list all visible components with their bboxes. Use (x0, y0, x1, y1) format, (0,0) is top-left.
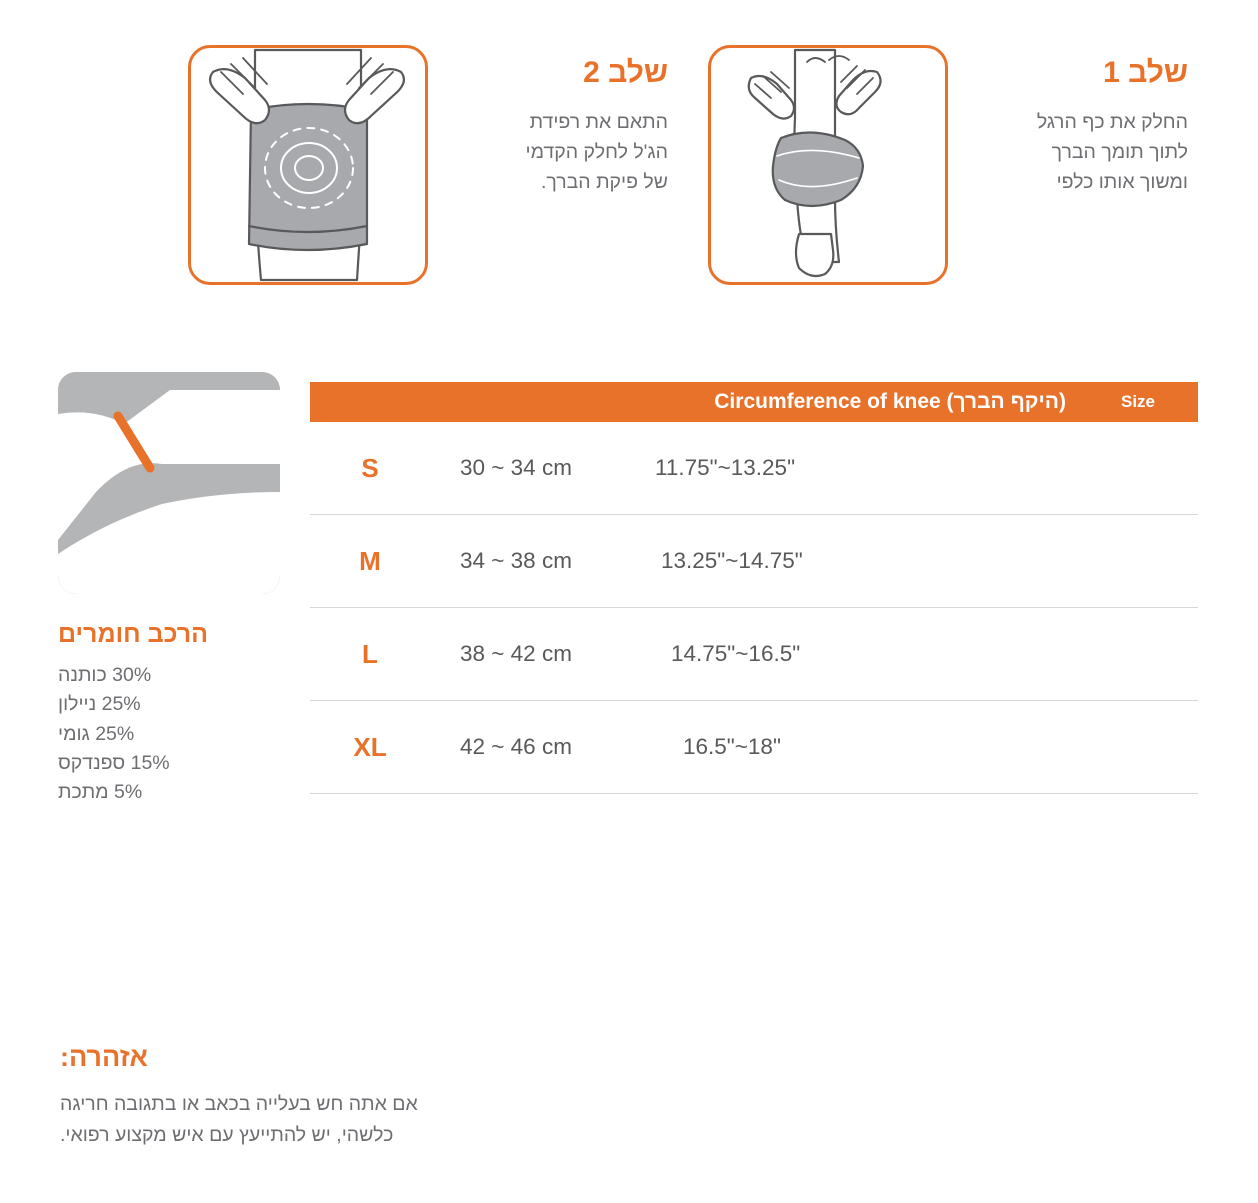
header-circumference (310, 390, 1078, 414)
gel-pad-over-kneecap-icon (191, 48, 425, 282)
cell-size: XL (353, 731, 387, 762)
step-2-desc-line: של פיקת הברך. (540, 171, 668, 194)
step-2-description (438, 107, 668, 198)
material-item: 25% גומי (58, 722, 135, 745)
cell-circumference-inch: 14.75"~16.5" (671, 641, 801, 666)
cell-size: L (362, 638, 378, 669)
material-item: 25% ניילון (58, 693, 141, 716)
step-1-text (958, 56, 1188, 198)
product-illustration (58, 372, 280, 594)
header-circumference-hebrew: (היקף הברך) (946, 390, 1066, 413)
size-chart-table (310, 382, 1198, 794)
cell-size: S (361, 452, 379, 483)
warning-line: כלשהי, יש להתייעץ עם איש מקצוע רפואי. (60, 1124, 394, 1147)
step-2-illustration (188, 45, 428, 285)
warning-line: אם אתה חש בעלייה בכאב או בתגובה חריגה (60, 1093, 418, 1115)
cell-circumference-cm: 38 ~ 42 cm (460, 641, 572, 666)
material-item: 5% מתכת (58, 781, 143, 803)
table-row (310, 515, 1198, 608)
table-row (310, 701, 1198, 794)
step-2-desc-line: הג'ל לחלק הקדמי (525, 141, 668, 164)
material-item: 30% כותנה (58, 664, 152, 686)
step-1-desc-line: ומשוך אותו כלפי (1056, 171, 1188, 194)
header-circumference-english: Circumference of knee (714, 390, 941, 413)
step-1-title: שלב 1 (1103, 56, 1188, 89)
cell-circumference-cm: 42 ~ 46 cm (460, 734, 572, 759)
cell-circumference-cm: 30 ~ 34 cm (460, 455, 572, 480)
material-item: 15% ספנדקס (58, 751, 170, 774)
knee-support-on-leg-icon (58, 372, 280, 594)
foot-into-knee-support-icon (711, 48, 945, 282)
step-1-description (958, 107, 1188, 198)
header-size: Size (1120, 392, 1156, 411)
cell-circumference-cm: 34 ~ 38 cm (460, 548, 572, 573)
cell-circumference-inch: 16.5"~18" (683, 734, 781, 759)
instruction-steps (60, 38, 1198, 298)
step-1-illustration (708, 45, 948, 285)
step-2 (168, 38, 678, 288)
materials-title: הרכב חומרים (58, 620, 208, 648)
step-1-desc-line: לתוך תומך הברך (1051, 141, 1188, 164)
materials-composition (58, 620, 280, 807)
warning-title: אזהרה: (60, 1042, 148, 1072)
step-1-desc-line: החלק את כף הרגל (1036, 111, 1188, 133)
step-2-desc-line: התאם את רפידת (529, 111, 668, 133)
size-chart-header-row (310, 382, 1198, 422)
step-2-text (438, 56, 668, 198)
cell-circumference-inch: 13.25"~14.75" (661, 548, 803, 573)
step-2-title: שלב 2 (583, 56, 668, 89)
cell-circumference-inch: 11.75"~13.25" (655, 455, 796, 480)
table-row (310, 422, 1198, 515)
cell-size: M (359, 545, 381, 576)
step-1 (688, 38, 1198, 288)
warning-section (60, 1042, 1198, 1151)
table-row (310, 608, 1198, 701)
